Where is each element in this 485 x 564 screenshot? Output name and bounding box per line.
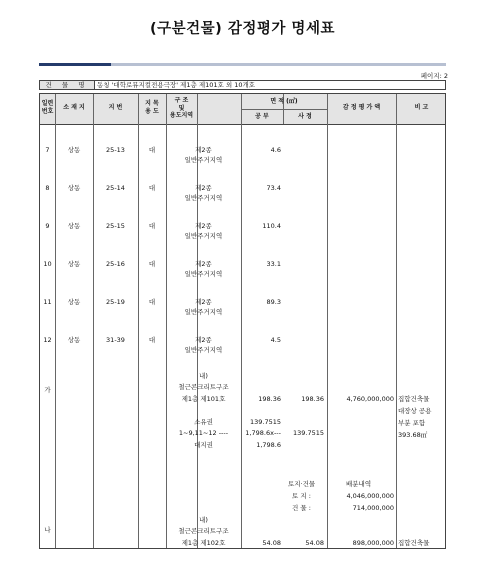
unit-value: 898,000,000 bbox=[352, 539, 394, 547]
unit-remarks: 집합건축물 bbox=[398, 395, 430, 403]
allocation-heading: 배분내역 bbox=[346, 480, 372, 488]
row-serial: 7 bbox=[45, 146, 50, 154]
row-category: 대 bbox=[148, 222, 156, 230]
row-area: 110.4 bbox=[262, 222, 281, 230]
page-title: (구분건물) 감정평가 명세표 bbox=[150, 21, 335, 37]
row-zone: 일반주거지역 bbox=[184, 308, 223, 316]
row-area: 33.1 bbox=[266, 260, 281, 268]
header-lot: 지 번 bbox=[108, 104, 123, 111]
header-structure: 구 조 및 용도지역 bbox=[169, 97, 194, 119]
header-area-actual: 사 정 bbox=[298, 113, 312, 120]
page-number: 페이지: 2 bbox=[420, 72, 448, 80]
row-category: 대 bbox=[148, 260, 156, 268]
row-serial: 나 bbox=[44, 526, 51, 534]
row-area: 73.4 bbox=[266, 184, 281, 192]
row-serial: 12 bbox=[43, 336, 52, 344]
column-divider bbox=[138, 94, 139, 548]
column-divider bbox=[241, 94, 242, 548]
row-location: 상동 bbox=[67, 222, 81, 230]
unit-structure: 제1층 제101호 bbox=[181, 395, 226, 403]
unit-area-public: 54.08 bbox=[262, 539, 281, 547]
column-divider bbox=[396, 94, 397, 548]
row-serial: 9 bbox=[45, 222, 50, 230]
allocation-label: 토지·건물 bbox=[288, 480, 316, 488]
unit-structure: 내) bbox=[199, 372, 208, 380]
row-location: 상동 bbox=[67, 184, 81, 192]
unit-area-actual: 198.36 bbox=[301, 395, 324, 403]
row-serial: 10 bbox=[43, 260, 52, 268]
header-accent-bar bbox=[39, 63, 111, 66]
unit-remarks: 393.68㎡ bbox=[398, 431, 428, 439]
row-zone: 제2종 bbox=[195, 260, 212, 268]
row-lot: 25-16 bbox=[106, 260, 125, 268]
row-lot: 25-15 bbox=[106, 222, 125, 230]
row-location: 상동 bbox=[67, 260, 81, 268]
allocation-land-value: 4,046,000,000 bbox=[346, 492, 394, 500]
unit-structure: 제1층 제102호 bbox=[181, 539, 226, 547]
header-location: 소 재 지 bbox=[63, 104, 85, 111]
row-location: 상동 bbox=[67, 146, 81, 154]
unit-remarks: 집합건축물 bbox=[398, 539, 430, 547]
row-zone: 제2종 bbox=[195, 184, 212, 192]
land-right-label: 소유권 bbox=[194, 418, 213, 426]
row-area: 4.6 bbox=[270, 146, 281, 154]
row-serial: 11 bbox=[43, 298, 52, 306]
land-right-label: 1~9,11~12 ---- bbox=[178, 429, 229, 437]
row-zone: 제2종 bbox=[195, 146, 212, 154]
header-area-public: 공 부 bbox=[255, 113, 269, 120]
unit-remarks: 부분 포함 bbox=[398, 419, 426, 427]
row-zone: 일반주거지역 bbox=[184, 232, 223, 240]
allocation-label: 건 물 : bbox=[292, 504, 311, 512]
row-location: 상동 bbox=[67, 298, 81, 306]
unit-area-actual: 54.08 bbox=[305, 539, 324, 547]
building-name-label: 건 물 명 bbox=[40, 81, 95, 89]
header-remarks: 비 고 bbox=[414, 104, 429, 111]
allocation-building-value: 714,000,000 bbox=[352, 504, 394, 512]
unit-remarks: 대장상 공용 bbox=[398, 407, 432, 415]
header-rule bbox=[111, 63, 446, 66]
row-lot: 25-19 bbox=[106, 298, 125, 306]
row-category: 대 bbox=[148, 184, 156, 192]
header-category: 지 목 용 도 bbox=[145, 100, 159, 115]
row-lot: 25-13 bbox=[106, 146, 125, 154]
row-zone: 일반주거지역 bbox=[184, 156, 223, 164]
unit-structure: 철근콘크리트구조 bbox=[178, 527, 229, 535]
row-area: 4.5 bbox=[270, 336, 281, 344]
unit-structure: 내) bbox=[199, 516, 208, 524]
appraisal-table bbox=[39, 93, 446, 549]
row-zone: 일반주거지역 bbox=[184, 346, 223, 354]
row-category: 대 bbox=[148, 336, 156, 344]
land-right-area: 1,798.6x--- bbox=[245, 429, 281, 437]
unit-area-public: 198.36 bbox=[258, 395, 281, 403]
header-serial: 일련 번호 bbox=[41, 100, 54, 115]
building-name-value: 동칭 '대학로뮤지컬전용극장' 제1층 제101호 외 10개호 bbox=[97, 81, 256, 89]
land-right-label: 대지권 bbox=[194, 441, 213, 449]
unit-value: 4,760,000,000 bbox=[346, 395, 394, 403]
header-subdivider bbox=[241, 109, 327, 110]
header-area: 면 적 (㎡) bbox=[270, 98, 298, 105]
row-area: 89.3 bbox=[266, 298, 281, 306]
row-zone: 제2종 bbox=[195, 336, 212, 344]
row-serial: 가 bbox=[44, 386, 51, 394]
column-divider bbox=[55, 94, 56, 548]
land-right-area: 139.7515 bbox=[249, 418, 281, 426]
land-right-area: 1,798.6 bbox=[256, 441, 281, 449]
column-divider bbox=[93, 94, 94, 548]
row-serial: 8 bbox=[45, 184, 50, 192]
row-category: 대 bbox=[148, 146, 156, 154]
building-name-row bbox=[39, 80, 446, 90]
row-zone: 제2종 bbox=[195, 298, 212, 306]
row-lot: 25-14 bbox=[106, 184, 125, 192]
column-divider bbox=[327, 94, 328, 548]
row-category: 대 bbox=[148, 298, 156, 306]
row-zone: 제2종 bbox=[195, 222, 212, 230]
row-zone: 일반주거지역 bbox=[184, 270, 223, 278]
allocation-label: 토 지 : bbox=[292, 492, 311, 500]
row-lot: 31-39 bbox=[106, 336, 125, 344]
header-value: 감 정 평 가 액 bbox=[342, 104, 381, 111]
unit-structure: 철근콘크리트구조 bbox=[178, 383, 229, 391]
land-right-area-actual: 139.7515 bbox=[292, 429, 324, 437]
row-location: 상동 bbox=[67, 336, 81, 344]
row-zone: 일반주거지역 bbox=[184, 194, 223, 202]
